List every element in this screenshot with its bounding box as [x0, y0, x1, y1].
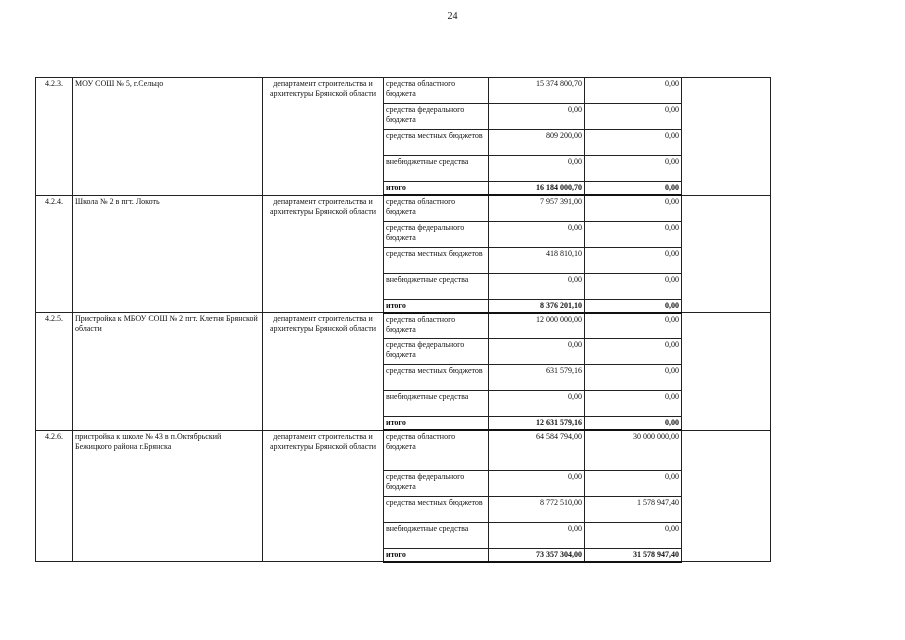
amount-2: 31 578 947,40: [585, 548, 682, 562]
item-name: Пристройка к МБОУ СОШ № 2 пгт. Клетня Брянской области: [73, 313, 263, 431]
funding-source: средства местных бюджетов: [384, 247, 489, 273]
amount-2: 0,00: [585, 130, 682, 156]
amount-1: 0,00: [489, 156, 585, 182]
amount-2: 30 000 000,00: [585, 430, 682, 470]
funding-source: средства федерального бюджета: [384, 339, 489, 365]
amount-2: 0,00: [585, 156, 682, 182]
amount-2: 0,00: [585, 221, 682, 247]
amount-2: 0,00: [585, 273, 682, 299]
table-row: [36, 195, 771, 221]
amount-1: 0,00: [489, 221, 585, 247]
amount-2: 0,00: [585, 78, 682, 104]
funding-source: средства областного бюджета: [384, 195, 489, 221]
amount-2: 0,00: [585, 522, 682, 548]
funding-source: средства местных бюджетов: [384, 130, 489, 156]
empty-cell: [682, 195, 771, 313]
table-row: [36, 430, 771, 470]
amount-2: 0,00: [585, 470, 682, 496]
amount-1: 15 374 800,70: [489, 78, 585, 104]
amount-2: 0,00: [585, 247, 682, 273]
item-name: МОУ СОШ № 5, г.Сельцо: [73, 78, 263, 196]
funding-source: средства федерального бюджета: [384, 221, 489, 247]
amount-1: 631 579,16: [489, 365, 585, 391]
funding-source: средства местных бюджетов: [384, 496, 489, 522]
amount-2: 0,00: [585, 313, 682, 339]
page-number: 24: [447, 11, 458, 22]
amount-2: 0,00: [585, 182, 682, 196]
amount-1: 0,00: [489, 522, 585, 548]
amount-1: 0,00: [489, 104, 585, 130]
amount-1: 0,00: [489, 470, 585, 496]
item-code: 4.2.4.: [36, 195, 73, 313]
amount-1: 73 357 304,00: [489, 548, 585, 562]
amount-2: 0,00: [585, 195, 682, 221]
item-code: 4.2.3.: [36, 78, 73, 196]
amount-1: 0,00: [489, 273, 585, 299]
amount-2: 0,00: [585, 417, 682, 431]
empty-cell: [682, 313, 771, 431]
responsible-department: департамент строительства и архитектуры Брянской области: [263, 430, 384, 562]
responsible-department: департамент строительства и архитектуры Брянской области: [263, 195, 384, 313]
funding-source: средства федерального бюджета: [384, 470, 489, 496]
total-label: итого: [384, 299, 489, 313]
responsible-department: департамент строительства и архитектуры Брянской области: [263, 313, 384, 431]
amount-1: 12 631 579,16: [489, 417, 585, 431]
amount-1: 8 376 201,10: [489, 299, 585, 313]
funding-source: внебюджетные средства: [384, 273, 489, 299]
amount-2: 0,00: [585, 365, 682, 391]
amount-1: 0,00: [489, 339, 585, 365]
total-label: итого: [384, 417, 489, 431]
amount-1: 64 584 794,00: [489, 430, 585, 470]
funding-source: средства федерального бюджета: [384, 104, 489, 130]
amount-2: 0,00: [585, 391, 682, 417]
amount-2: 1 578 947,40: [585, 496, 682, 522]
funding-source: средства местных бюджетов: [384, 365, 489, 391]
budget-table: [35, 77, 771, 563]
total-label: итого: [384, 182, 489, 196]
empty-cell: [682, 78, 771, 196]
item-code: 4.2.5.: [36, 313, 73, 431]
amount-1: 7 957 391,00: [489, 195, 585, 221]
funding-source: средства областного бюджета: [384, 313, 489, 339]
empty-cell: [682, 430, 771, 562]
item-code: 4.2.6.: [36, 430, 73, 562]
funding-source: средства областного бюджета: [384, 78, 489, 104]
table-row: [36, 313, 771, 339]
amount-1: 12 000 000,00: [489, 313, 585, 339]
amount-1: 418 810,10: [489, 247, 585, 273]
item-name: Школа № 2 в пгт. Локоть: [73, 195, 263, 313]
item-name: пристройка к школе № 43 в п.Октябрьский Бежицкого района г.Брянска: [73, 430, 263, 562]
amount-1: 8 772 510,00: [489, 496, 585, 522]
amount-1: 0,00: [489, 391, 585, 417]
funding-source: средства областного бюджета: [384, 430, 489, 470]
amount-2: 0,00: [585, 104, 682, 130]
amount-1: 809 200,00: [489, 130, 585, 156]
amount-1: 16 184 000,70: [489, 182, 585, 196]
funding-source: внебюджетные средства: [384, 522, 489, 548]
table-row: [36, 78, 771, 104]
total-label: итого: [384, 548, 489, 562]
amount-2: 0,00: [585, 299, 682, 313]
funding-source: внебюджетные средства: [384, 156, 489, 182]
responsible-department: департамент строительства и архитектуры Брянской области: [263, 78, 384, 196]
amount-2: 0,00: [585, 339, 682, 365]
funding-source: внебюджетные средства: [384, 391, 489, 417]
